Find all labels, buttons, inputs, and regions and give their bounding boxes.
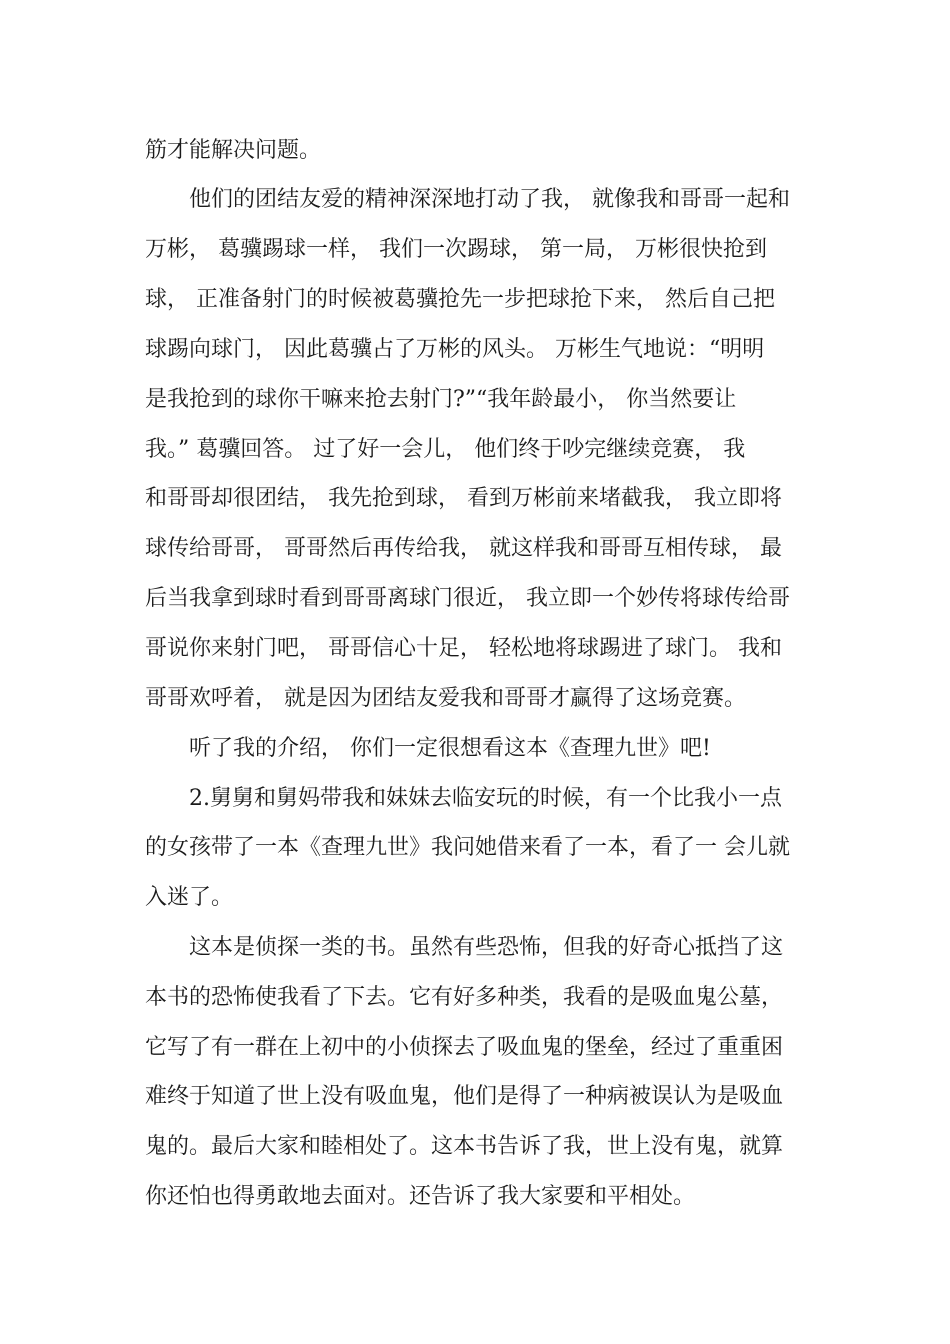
text-line: 的女孩带了一本《查理九世》我问她借来看了一本，看了一 会儿就	[145, 835, 790, 860]
text-line: 球传给哥哥， 哥哥然后再传给我， 就这样我和哥哥互相传球， 最	[145, 536, 782, 561]
text-line: 万彬， 葛骥踢球一样， 我们一次踢球， 第一局， 万彬很快抢到	[145, 237, 767, 262]
text-line: 听了我的介绍， 你们一定很想看这本《查理九世》吧!	[189, 736, 711, 761]
text-line: 是我抢到的球你干嘛来抢去射门?”“我年龄最小， 你当然要让	[145, 387, 737, 412]
text-line: 球， 正准备射门的时候被葛骥抢先一步把球抢下来， 然后自己把	[145, 287, 775, 312]
text-line: 难终于知道了世上没有吸血鬼，他们是得了一种病被误认为是吸血	[145, 1084, 784, 1109]
text-line: 它写了有一群在上初中的小侦探去了吸血鬼的堡垒，经过了重重困	[145, 1035, 784, 1060]
text-line: 他们的团结友爱的精神深深地打动了我， 就像我和哥哥一起和	[189, 187, 790, 212]
text-line: 鬼的。最后大家和睦相处了。这本书告诉了我，世上没有鬼，就算	[145, 1134, 784, 1159]
text-line: 本书的恐怖使我看了下去。它有好多种类，我看的是吸血鬼公墓，	[145, 985, 784, 1010]
text-line: 球踢向球门， 因此葛骥占了万彬的风头。 万彬生气地说：“明明	[145, 337, 765, 362]
text-line: 后当我拿到球时看到哥哥离球门很近， 我立即一个妙传将球传给哥	[145, 586, 790, 611]
text-line: 和哥哥却很团结， 我先抢到球， 看到万彬前来堵截我， 我立即将	[145, 486, 782, 511]
text-line: 入迷了。	[145, 885, 234, 910]
text-line: 这本是侦探一类的书。虽然有些恐怖，但我的好奇心抵挡了这	[189, 935, 784, 960]
text-line: 我。” 葛骥回答。 过了好一会儿， 他们终于吵完继续竞赛， 我	[145, 437, 746, 462]
text-line: 2.舅舅和舅妈带我和妹妹去临安玩的时候，有一个比我小一点	[189, 786, 782, 811]
text-line: 哥说你来射门吧， 哥哥信心十足， 轻松地将球踢进了球门。 我和	[145, 636, 782, 661]
text-line: 筋才能解决问题。	[145, 138, 322, 163]
text-line: 你还怕也得勇敢地去面对。还告诉了我大家要和平相处。	[145, 1184, 696, 1209]
text-line: 哥哥欢呼着， 就是因为团结友爱我和哥哥才赢得了这场竞赛。	[145, 686, 746, 711]
